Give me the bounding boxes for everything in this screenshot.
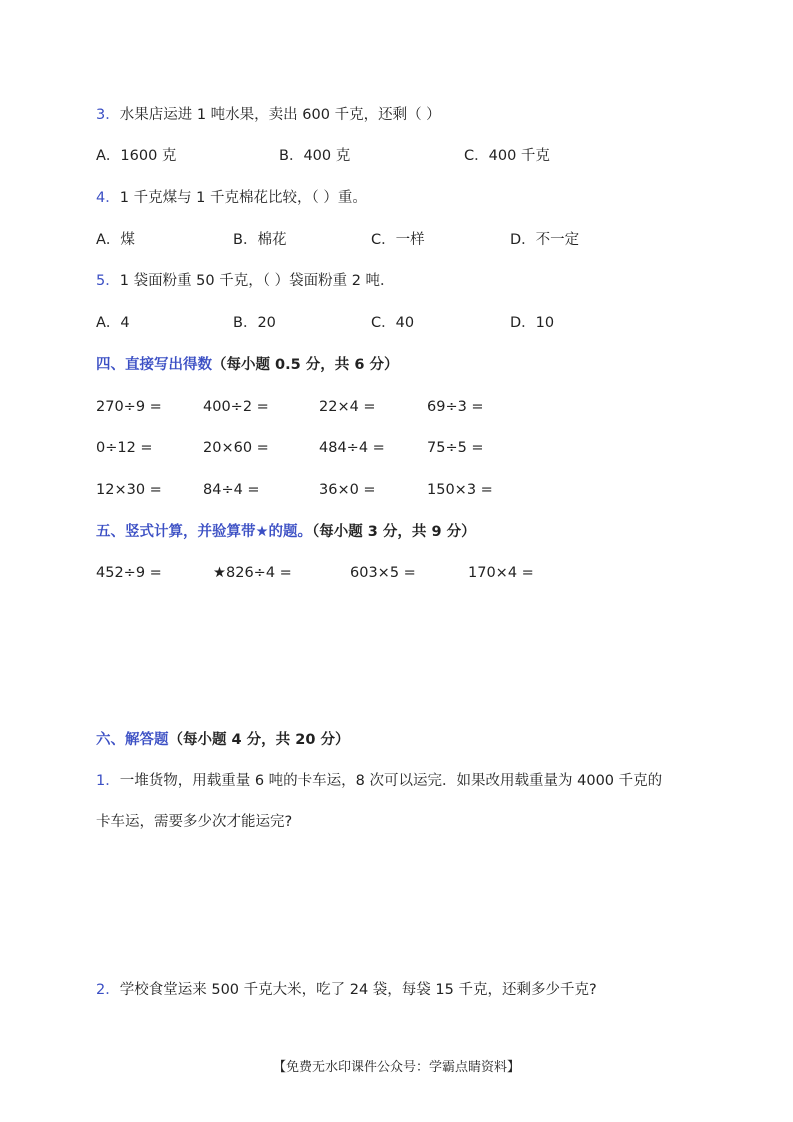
q5-option-a: A．4 (96, 315, 130, 331)
q4-option-c: C．一样 (371, 232, 425, 248)
q4-option-a: A．煤 (96, 232, 135, 248)
vertical-calc-item: ★826÷4 = (213, 565, 292, 581)
calc-item: 75÷5 = (427, 440, 484, 456)
vertical-calc-item: 452÷9 = (96, 565, 162, 581)
question-text: 水果店运进 1 吨水果，卖出 600 千克，还剩（ ） (119, 107, 441, 123)
section-note: （每小题 0.5 分，共 6 分） (212, 357, 399, 373)
problem-text: 一堆货物，用载重量 6 吨的卡车运，8 次可以运完．如果改用载重量为 4000 千克的 (119, 773, 663, 789)
vertical-calc-item: 603×5 = (350, 565, 416, 581)
section-4-heading (96, 355, 398, 375)
question-text: 1 袋面粉重 50 千克，（ ）袋面粉重 2 吨． (119, 273, 395, 289)
calc-item: 270÷9 = (96, 399, 162, 415)
question-3 (96, 105, 441, 125)
problem-1-continued: 卡车运，需要多少次才能运完? (96, 814, 293, 830)
problem-text: 学校食堂运来 500 千克大米，吃了 24 袋，每袋 15 千克，还剩多少千克? (119, 982, 597, 998)
q4-option-d: D．不一定 (510, 232, 580, 248)
calc-item: 0÷12 = (96, 440, 153, 456)
footer-note: 【免费无水印课件公众号：学霸点睛资料】 (272, 1060, 520, 1075)
section-note: （每小题 4 分，共 20 分） (168, 732, 350, 748)
section-title: 四、直接写出得数 (96, 357, 212, 373)
problem-2 (96, 980, 597, 1000)
question-number: 4． (96, 190, 120, 206)
q4-option-b: B．棉花 (233, 232, 287, 248)
problem-number: 1． (96, 773, 120, 789)
section-title: 六、解答题 (96, 732, 169, 748)
section-5-heading (96, 522, 476, 542)
question-4 (96, 188, 367, 208)
vertical-calc-item: 170×4 = (468, 565, 534, 581)
calc-item: 484÷4 = (319, 440, 385, 456)
problem-1 (96, 771, 662, 791)
question-number: 3． (96, 107, 120, 123)
calc-item: 69÷3 = (427, 399, 484, 415)
question-number: 5． (96, 273, 120, 289)
calc-item: 84÷4 = (203, 482, 260, 498)
q3-option-b: B．400 克 (279, 148, 351, 164)
section-6-heading (96, 730, 349, 750)
problem-number: 2． (96, 982, 120, 998)
q5-option-d: D．10 (510, 315, 555, 331)
section-note: （每小题 3 分，共 9 分） (312, 524, 476, 540)
question-text: 1 千克煤与 1 千克棉花比较，（ ）重。 (119, 190, 367, 206)
calc-item: 20×60 = (203, 440, 269, 456)
q3-option-c: C．400 千克 (464, 148, 550, 164)
calc-item: 12×30 = (96, 482, 162, 498)
q3-option-a: A．1600 克 (96, 148, 177, 164)
calc-item: 150×3 = (427, 482, 493, 498)
calc-item: 36×0 = (319, 482, 376, 498)
q5-option-b: B．20 (233, 315, 276, 331)
calc-item: 400÷2 = (203, 399, 269, 415)
calc-item: 22×4 = (319, 399, 376, 415)
q5-option-c: C．40 (371, 315, 415, 331)
section-title: 五、竖式计算，并验算带★的题。 (96, 524, 312, 540)
question-5 (96, 271, 395, 291)
